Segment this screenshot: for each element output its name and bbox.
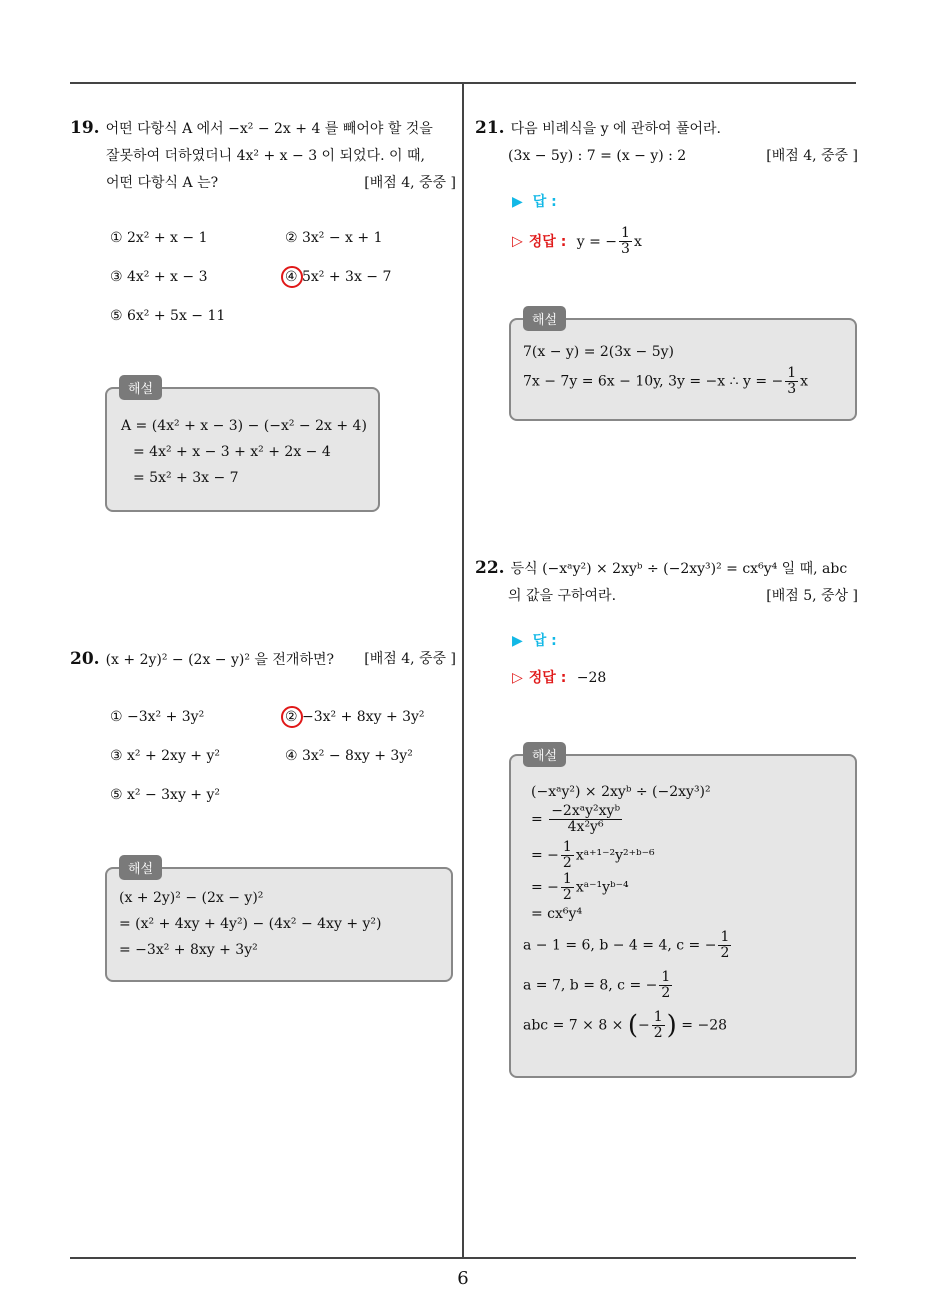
explanation-line bbox=[523, 930, 733, 970]
choice-2[interactable]: ② 3x² − x + 1 bbox=[285, 230, 383, 246]
numerator: −2xᵃy²xyᵇ bbox=[551, 803, 621, 819]
outline-triangle-icon: ▷ bbox=[512, 670, 523, 686]
explanation-text: = −28 bbox=[676, 1017, 728, 1034]
explanation-tag: 해설 bbox=[523, 306, 566, 331]
choice-3[interactable]: ③ x² + 2xy + y² bbox=[110, 748, 221, 764]
denominator: 2 bbox=[720, 945, 730, 961]
choice-1[interactable]: ① −3x² + 3y² bbox=[110, 709, 205, 725]
question-19 bbox=[70, 115, 456, 197]
explanation-line bbox=[523, 804, 733, 840]
answer-label: 답 : bbox=[532, 633, 557, 649]
explanation-line: A = (4x² + x − 3) − (−x² − 2x + 4) bbox=[121, 418, 367, 434]
question-text: 잘못하여 더하였더니 4x² + x − 3 이 되었다. 이 때, bbox=[106, 148, 425, 164]
numerator: 1 bbox=[562, 871, 572, 887]
question-text: 어떤 다항식 A 에서 −x² − 2x + 4 를 빼어야 할 것을 bbox=[105, 121, 433, 137]
correct-label: 정답 : bbox=[528, 233, 567, 250]
explanation-text: a − 1 = 6, b − 4 = 4, c = − bbox=[523, 937, 717, 954]
fraction bbox=[561, 872, 574, 903]
explanation-text: x bbox=[800, 373, 809, 390]
question-text: 어떤 다항식 A 는? bbox=[106, 175, 219, 191]
explanation-line bbox=[523, 366, 808, 397]
choice-1[interactable]: ① 2x² + x − 1 bbox=[110, 230, 208, 246]
denominator: 2 bbox=[562, 855, 572, 871]
question-number: 20. bbox=[70, 649, 100, 669]
fraction bbox=[785, 366, 798, 397]
explanation-line: = cx⁶y⁴ bbox=[531, 906, 583, 922]
explanation-tag: 해설 bbox=[119, 855, 162, 880]
explanation-box bbox=[105, 862, 453, 982]
question-21 bbox=[475, 115, 858, 170]
question-text: 다음 비례식을 y 에 관하여 풀어라. bbox=[510, 121, 721, 137]
denominator: 3 bbox=[787, 381, 797, 397]
correct-label: 정답 : bbox=[528, 670, 567, 686]
bottom-rule bbox=[70, 1257, 856, 1259]
fraction bbox=[659, 970, 672, 1001]
right-paren: ) bbox=[666, 1010, 677, 1041]
question-text: (x + 2y)² − (2x − y)² 을 전개하면? bbox=[105, 652, 334, 668]
numerator: 1 bbox=[562, 839, 572, 855]
explanation-text: 7x − 7y = 6x − 10y, 3y = −x ∴ y = − bbox=[523, 373, 784, 390]
answer-row[interactable] bbox=[512, 630, 557, 650]
choice-4[interactable]: ④ 5x² + 3x − 7 bbox=[285, 269, 392, 285]
explanation-text: xᵃ⁺¹⁻²y²⁺ᵇ⁻⁶ bbox=[575, 847, 655, 864]
fraction bbox=[619, 226, 632, 257]
correct-answer bbox=[576, 225, 642, 257]
numerator: 1 bbox=[653, 1009, 663, 1025]
left-paren: ( bbox=[627, 1010, 639, 1041]
explanation-tag: 해설 bbox=[119, 375, 162, 400]
fraction bbox=[561, 840, 574, 871]
points-label: [배점 4, 중중 ] bbox=[766, 148, 858, 164]
denominator: 4x²y⁶ bbox=[567, 819, 604, 835]
explanation-text: = − bbox=[531, 879, 559, 896]
outline-triangle-icon: ▷ bbox=[512, 233, 523, 250]
answer-row[interactable] bbox=[512, 191, 557, 211]
explanation-text: xᵃ⁻¹yᵇ⁻⁴ bbox=[575, 879, 629, 896]
denominator: 2 bbox=[653, 1025, 663, 1041]
points-label: [배점 4, 중중 ] bbox=[364, 651, 456, 667]
explanation-line bbox=[523, 1010, 733, 1050]
explanation-text: a = 7, b = 8, c = − bbox=[523, 977, 658, 994]
explanation-line: (x + 2y)² − (2x − y)² bbox=[119, 890, 264, 906]
explanation-text: = − bbox=[531, 847, 559, 864]
denominator: 3 bbox=[621, 241, 630, 257]
correct-answer: −28 bbox=[576, 670, 607, 686]
question-22 bbox=[475, 555, 858, 610]
play-triangle-icon: ▶ bbox=[512, 633, 523, 649]
page-number: 6 bbox=[457, 1268, 469, 1289]
minus-sign: − bbox=[638, 1017, 650, 1034]
question-text: 의 값을 구하여라. bbox=[508, 588, 617, 604]
numerator: 1 bbox=[621, 225, 630, 241]
question-number: 19. bbox=[70, 118, 100, 138]
answer-text: x bbox=[633, 233, 642, 250]
denominator: 2 bbox=[562, 887, 572, 903]
explanation-text: = bbox=[531, 811, 543, 828]
fraction bbox=[718, 930, 731, 961]
points-label: [배점 4, 중중 ] bbox=[364, 175, 456, 191]
play-triangle-icon: ▶ bbox=[512, 194, 523, 210]
choice-2[interactable]: ② −3x² + 8xy + 3y² bbox=[285, 709, 425, 725]
question-number: 21. bbox=[475, 118, 505, 138]
explanation-line bbox=[523, 970, 733, 1010]
column-divider bbox=[462, 84, 464, 1258]
numerator: 1 bbox=[787, 365, 797, 381]
question-text: 등식 (−xᵃy²) × 2xyᵇ ÷ (−2xy³)² = cx⁶y⁴ 일 때, abc bbox=[510, 561, 848, 577]
points-label: [배점 5, 중상 ] bbox=[766, 588, 858, 604]
choice-5[interactable]: ⑤ 6x² + 5x − 11 bbox=[110, 308, 226, 324]
choice-3[interactable]: ③ 4x² + x − 3 bbox=[110, 269, 208, 285]
numerator: 1 bbox=[720, 929, 730, 945]
numerator: 1 bbox=[661, 969, 671, 985]
explanation-line: = 5x² + 3x − 7 bbox=[133, 470, 239, 486]
explanation-line: = −3x² + 8xy + 3y² bbox=[119, 942, 258, 958]
explanation-box bbox=[105, 382, 380, 512]
correct-answer-row bbox=[512, 667, 606, 687]
denominator: 2 bbox=[661, 985, 671, 1001]
question-text: (3x − 5y) : 7 = (x − y) : 2 bbox=[508, 148, 687, 164]
explanation-line: 7(x − y) = 2(3x − 5y) bbox=[523, 344, 674, 360]
explanation-box bbox=[509, 313, 857, 421]
explanation-text: abc = 7 × 8 × bbox=[523, 1017, 628, 1034]
fraction bbox=[549, 804, 622, 835]
choice-5[interactable]: ⑤ x² − 3xy + y² bbox=[110, 787, 221, 803]
question-number: 22. bbox=[475, 558, 505, 578]
answer-label: 답 : bbox=[532, 194, 557, 210]
explanation-tag: 해설 bbox=[523, 742, 566, 767]
choice-4[interactable]: ④ 3x² − 8xy + 3y² bbox=[285, 748, 413, 764]
explanation-line: = 4x² + x − 3 + x² + 2x − 4 bbox=[133, 444, 331, 460]
explanation-line: = (x² + 4xy + 4y²) − (4x² − 4xy + y²) bbox=[119, 916, 382, 932]
explanation-line bbox=[523, 872, 733, 904]
explanation-box bbox=[509, 749, 857, 1078]
correct-answer-row bbox=[512, 226, 642, 257]
answer-text: y = − bbox=[576, 233, 618, 250]
explanation-line: (−xᵃy²) × 2xyᵇ ÷ (−2xy³)² bbox=[531, 784, 711, 800]
explanation-line bbox=[523, 840, 733, 872]
fraction bbox=[652, 1010, 665, 1041]
question-20 bbox=[70, 646, 456, 674]
